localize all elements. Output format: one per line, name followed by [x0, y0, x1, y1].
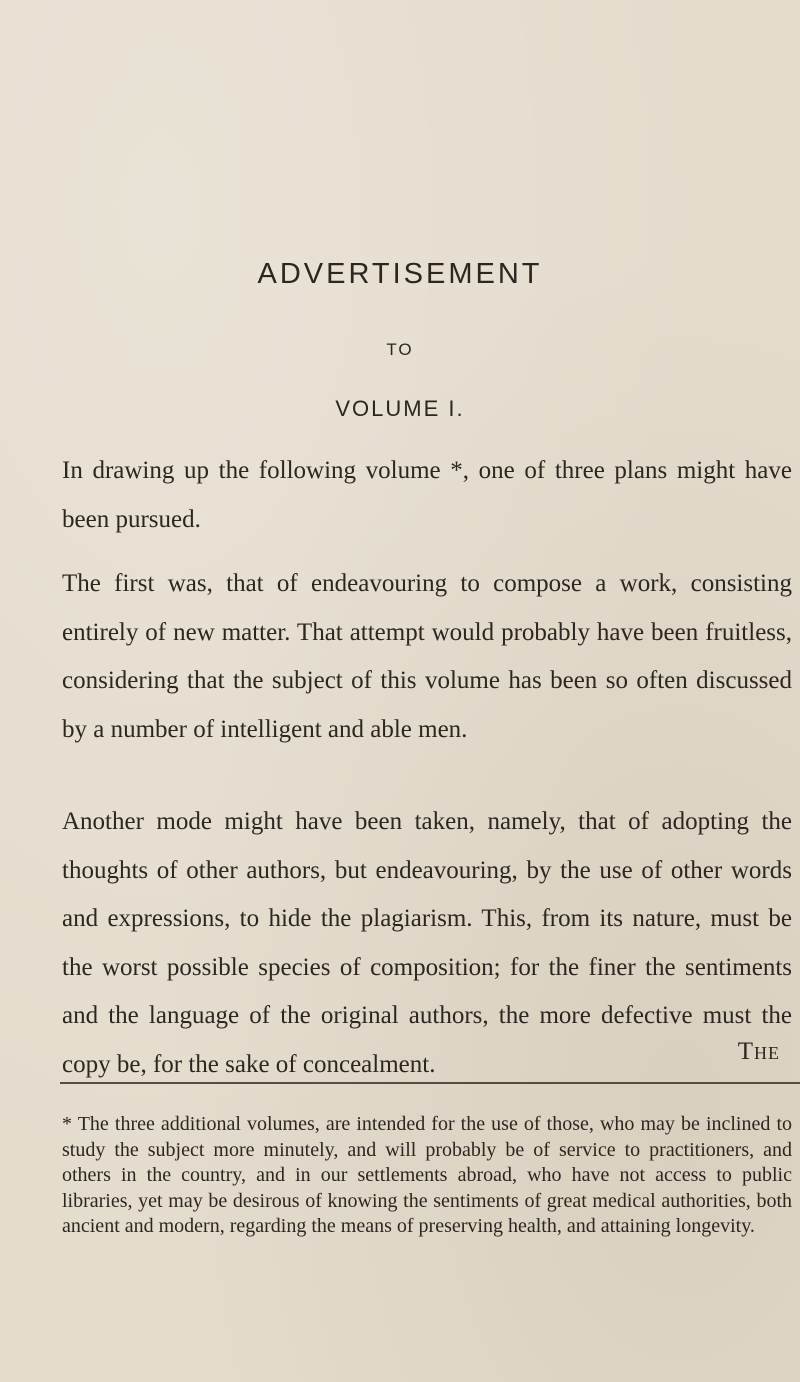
subtitle-to: TO [386, 340, 414, 359]
catchword: The [737, 1038, 780, 1065]
volume-label: VOLUME I. [335, 396, 465, 421]
footnote-divider [60, 1082, 800, 1084]
page-title: ADVERTISEMENT [257, 258, 543, 290]
footnote: * The three additional volumes, are intended for the use of those, who may be inclined to study the subject more minutely, and will probably be of service to practitioners, and others in the country, and in our settlements abroad, who have not access to public libraries, yet may be desirous of knowing the sentiments of great medical authorities, both ancient and modern, regarding the means of preserving health, and attaining longevity. [62, 1113, 792, 1237]
paragraph-intro: In drawing up the following volume *, one of three plans might have been pursued. [62, 457, 792, 533]
paragraph-first-plan: The first was, that of endeavouring to compose a work, consisting entirely of new matter. That attempt would probably have been fruitless, considering that the subject of this volume has been so often discussed by a number of intelligent and able men. [62, 570, 792, 743]
paragraph-second-plan: Another mode might have been taken, namely, that of adopting the thoughts of other authors, but endeavouring, by the use of other words and expressions, to hide the plagiarism. This, from its nature, must be the worst possible species of composition; for the finer the sentiments and the language of the original authors, the more defective must the copy be, for the sake of concealment. [62, 808, 792, 1078]
